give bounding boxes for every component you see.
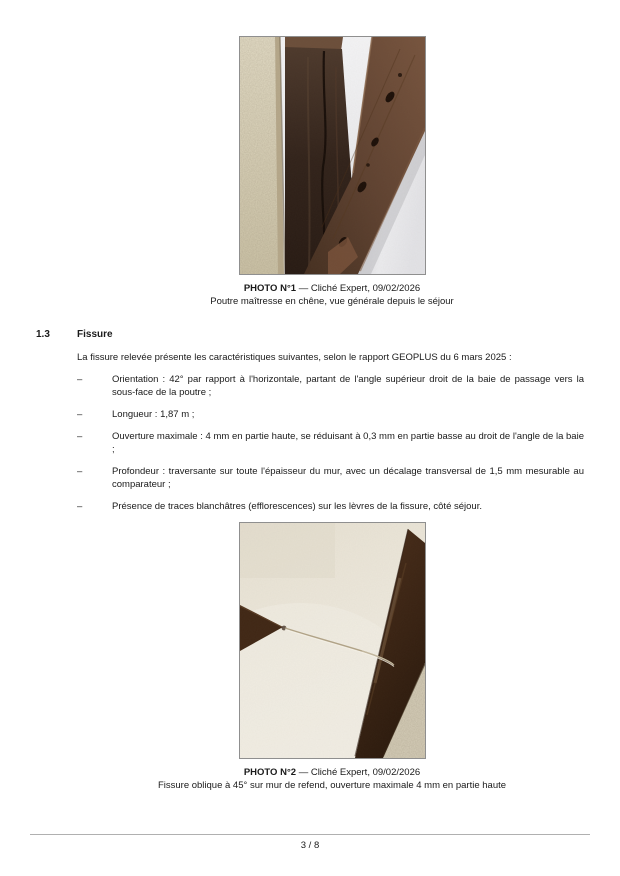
bullet-dash: –	[77, 374, 83, 385]
list-item	[77, 465, 584, 491]
bullet-text: Profondeur : traversante sur toute l'épaisseur du mur, avec un décalage transversal de 1,5 mm mesurable au comparateur ;	[112, 466, 584, 490]
bullet-text: Présence de traces blanchâtres (efflorescences) sur les lèvres de la fissure, côté séjour.	[112, 501, 482, 512]
photo-1-caption-line-2: Poutre maîtresse en chêne, vue générale depuis le séjour	[210, 296, 454, 307]
list-item	[77, 408, 584, 421]
bullet-dash: –	[77, 501, 83, 512]
bullet-dash: –	[77, 466, 83, 477]
photo-2-caption-line-2: Fissure oblique à 45° sur mur de refend, ouverture maximale 4 mm en partie haute	[157, 780, 507, 791]
section-number: 1.3	[36, 329, 50, 340]
photo-2-wall-crack	[239, 522, 426, 759]
bullet-text: Ouverture maximale : 4 mm en partie haute, se réduisant à 0,3 mm en partie basse au droit de l'angle de la baie ;	[112, 431, 584, 455]
list-item	[77, 373, 584, 399]
photo-2-image	[240, 523, 425, 758]
page-footer	[30, 834, 590, 851]
list-item	[77, 430, 584, 456]
photo-1-caption-label: PHOTO N°1	[243, 283, 297, 294]
bullet-dash: –	[77, 431, 83, 442]
photo-2-caption-credit: — Cliché Expert, 09/02/2026	[298, 767, 421, 778]
bullet-dash: –	[77, 409, 83, 420]
bullet-text: Orientation : 42° par rapport à l'horizontale, partant de l'angle supérieur droit de la baie de passage vers la sous-face de la poutre ;	[112, 374, 584, 398]
bullet-list	[77, 373, 584, 513]
list-item	[77, 500, 584, 513]
section-intro: La fissure relevée présente les caractéristiques suivantes, selon le rapport GEOPLUS du 6 mars 2025 :	[77, 352, 512, 363]
photo-1-caption-credit: — Cliché Expert, 09/02/2026	[298, 283, 421, 294]
section-heading	[36, 328, 584, 341]
page-number: 3 / 8	[300, 840, 320, 851]
photo-1-caption-line-1	[44, 282, 620, 295]
bullet-text: Longueur : 1,87 m ;	[112, 409, 195, 420]
photo-1-image	[240, 37, 425, 274]
photo-1-caption	[0, 282, 620, 308]
photo-1-oak-beam	[239, 36, 426, 275]
photo-2-caption-label: PHOTO N°2	[243, 767, 297, 778]
section-title: Fissure	[77, 329, 113, 340]
photo-2-caption-line-1	[44, 766, 620, 779]
photo-2-caption	[0, 766, 620, 792]
